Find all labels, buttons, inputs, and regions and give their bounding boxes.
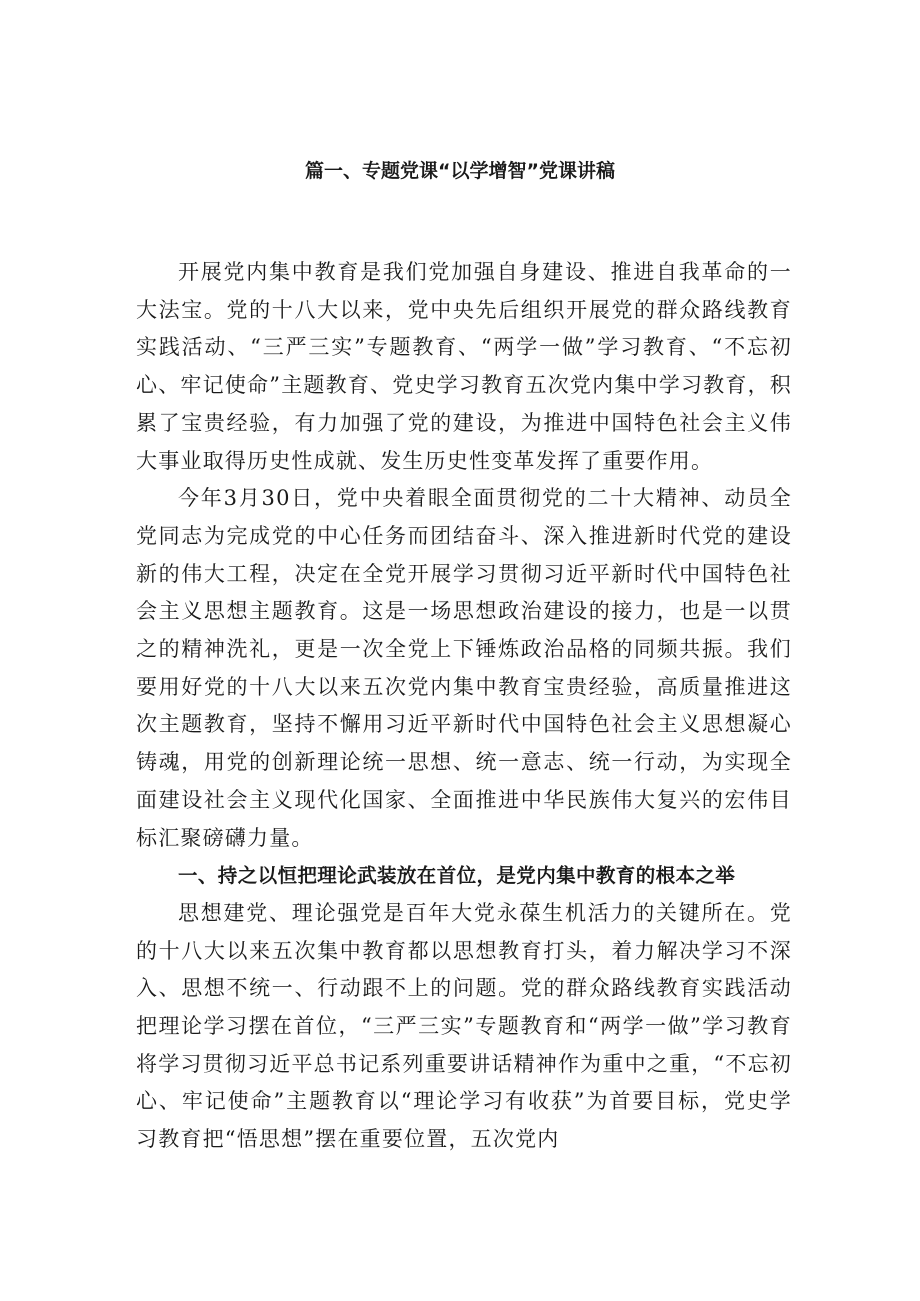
paragraph-section-1: 思想建党、理论强党是百年大党永葆生机活力的关键所在。党的十八大以来五次集中教育都以思想教育打头，着力解决学习不深入、思想不统一、行动跟不上的问题。党的群众路线教育实践活动把理论学习摆在首位，“三严三实”专题教育和“两学一做”学习教育将学习贯彻习近平总书记系列重要讲话精神作为重中之重，“不忘初心、牢记使命”主题教育以“理论学习有收获”为首要目标，党史学习教育把“悟思想”摆在重要位置，五次党内 (136, 900, 792, 1152)
paragraph-theme-education: 今年3月30日，党中央着眼全面贯彻党的二十大精神、动员全党同志为完成党的中心任务而团结奋斗、深入推进新时代党的建设新的伟大工程，决定在全党开展学习贯彻习近平新时代中国特色社会主义思想主题教育。这是一场思想政治建设的接力，也是一以贯之的精神洗礼，更是一次全党上下锤炼政治品格的同频共振。我们要用好党的十八大以来五次党内集中教育宝贵经验，高质量推进这次主题教育，坚持不懈用习近平新时代中国特色社会主义思想凝心铸魂，用党的创新理论统一思想、统一意志、统一行动，为实现全面建设社会主义现代化国家、全面推进中华民族伟大复兴的宏伟目标汇聚磅礴力量。 (136, 486, 792, 850)
paragraph-intro: 开展党内集中教育是我们党加强自身建设、推进自我革命的一大法宝。党的十八大以来，党中央先后组织开展党的群众路线教育实践活动、“三严三实”专题教育、“两学一做”学习教育、“不忘初心、牢记使命”主题教育、党史学习教育五次党内集中学习教育，积累了宝贵经验，有力加强了党的建设，为推进中国特色社会主义伟大事业取得历史性成就、发生历史性变革发挥了重要作用。 (136, 260, 792, 473)
document-title: 篇一、专题党课“以学增智”党课讲稿 (305, 160, 615, 182)
section-heading-1: 一、持之以恒把理论武装放在首位，是党内集中教育的根本之举 (178, 864, 736, 888)
document-body (136, 254, 792, 1159)
